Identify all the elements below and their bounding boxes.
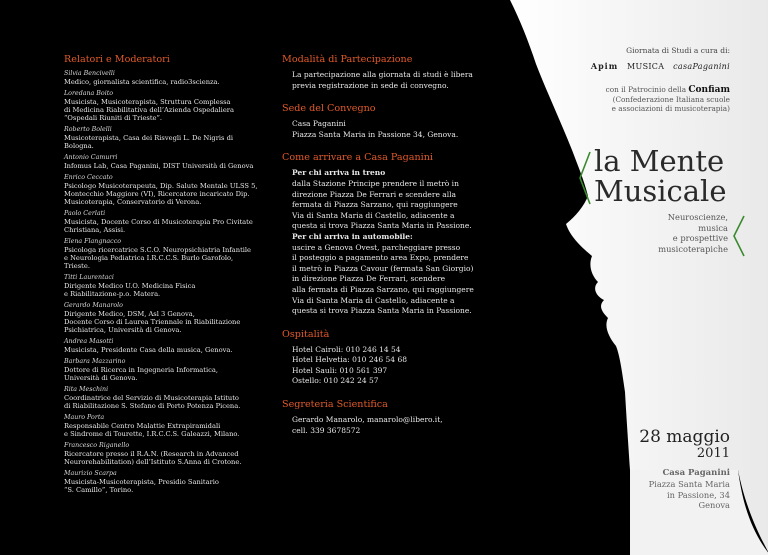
speakers-title: Relatori e Moderatori xyxy=(64,54,170,65)
date-day: 28 maggio xyxy=(639,427,730,447)
speaker-role: Musicista-Musicoterapista, Presidio Sanitario “S. Camillo”, Torino. xyxy=(64,478,219,495)
speaker-entry xyxy=(64,414,258,438)
patronage-prefix: con il Patrocinio della xyxy=(605,85,687,94)
speaker-entry xyxy=(64,210,258,234)
angle-bracket-icon xyxy=(732,214,746,258)
speaker-role: Musicista, Presidente Casa della musica, Genova. xyxy=(64,346,233,355)
info-column xyxy=(270,0,480,555)
casa-paganini-logo: casaPaganini xyxy=(673,62,730,71)
cover-panel xyxy=(480,0,768,555)
speaker-name: Barbara Mazzarino xyxy=(64,358,126,365)
train-heading: Per chi arriva in treno xyxy=(292,168,386,178)
speaker-entry xyxy=(64,274,258,298)
speaker-role: Infomus Lab, Casa Paganini, DIST Università di Genova xyxy=(64,162,254,171)
event-venue xyxy=(570,468,730,511)
apim-logo: Apim xyxy=(590,61,619,71)
patronage-subtitle: (Confederazione Italiana scuole e associazioni di musicoterapia) xyxy=(611,95,730,113)
speaker-entry xyxy=(64,126,258,150)
speaker-role: Medico, giornalista scientifica, radio3scienza. xyxy=(64,78,220,87)
speaker-name: Gerardo Manarolo xyxy=(64,302,123,309)
speaker-entry xyxy=(64,174,258,206)
speaker-entry xyxy=(64,302,258,334)
event-date xyxy=(570,428,730,462)
title-line-2: Musicale xyxy=(594,174,727,208)
organizer-label: Giornata di Studi a cura di: xyxy=(626,46,730,55)
secretariat-section xyxy=(282,399,480,436)
speaker-entry xyxy=(64,386,258,410)
speaker-name: Rita Meschini xyxy=(64,386,109,393)
patronage-line xyxy=(560,85,730,95)
speaker-role: Dottore di Ricerca in Ingegneria Informatica, Università di Genova. xyxy=(64,366,218,383)
secretariat-text: Gerardo Manarolo, manarolo@libero.it, cell. 339 3678572 xyxy=(292,415,443,435)
participation-title: Modalità di Partecipazione xyxy=(282,54,413,65)
participation-section xyxy=(282,54,480,91)
speaker-name: Paolo Cerlati xyxy=(64,210,106,217)
speaker-name: Antonio Camurri xyxy=(64,154,118,161)
hotels-section xyxy=(282,329,480,387)
speaker-role: Ricercatore presso il R.A.N. (Research in Advanced Neurorehabilitation) dell’Istituto S.Anna di Crotone. xyxy=(64,450,242,467)
hotels-title: Ospitalità xyxy=(282,328,330,340)
speaker-role: Responsabile Centro Malattie Extrapiramidali e Sindrome di Tourette, I.R.C.C.S. Galeazzi, Milano. xyxy=(64,422,240,439)
speaker-role: Dirigente Medico, DSM, Asl 3 Genova, Docente Corso di Laurea Triennale in Riabilitazione Psichiatrica, Università di Genova. xyxy=(64,310,241,335)
speaker-role: Musicista, Docente Corso di Musicoterapia Pro Civitate Christiana, Assisi. xyxy=(64,218,253,235)
speaker-role: Coordinatrice del Servizio di Musicoterapia Istituto di Riabilitazione S. Stefano di Porto Potenza Picena. xyxy=(64,394,241,411)
date-year: 2011 xyxy=(696,446,730,461)
musica-logo: MUSICA xyxy=(627,62,665,71)
car-heading: Per chi arriva in automobile: xyxy=(292,231,413,241)
directions-title: Come arrivare a Casa Paganini xyxy=(282,152,433,164)
speaker-name: Maurizio Scarpa xyxy=(64,470,117,477)
organizer-block xyxy=(560,46,730,113)
speaker-role: Musicoterapista, Casa dei Risvegli L. De Nigris di Bologna. xyxy=(64,134,234,151)
speaker-role: Psicologa ricercatrice S.C.O. Neuropsichiatria Infantile e Neurologia Pediatrica I.R.C.C.S. Burlo Garofolo, Trieste. xyxy=(64,246,251,271)
angle-bracket-icon xyxy=(578,150,592,206)
speaker-entry xyxy=(64,470,258,494)
secretariat-title: Segreteria Scientifica xyxy=(282,399,388,411)
organizer-logos xyxy=(560,61,730,71)
speaker-name: Silvia Bencivelli xyxy=(64,70,115,77)
speaker-entry xyxy=(64,358,258,382)
speaker-entry xyxy=(64,154,258,170)
speakers-list xyxy=(64,70,258,494)
speaker-entry xyxy=(64,442,258,466)
venue-text: Casa Paganini Piazza Santa Maria in Passione 34, Genova. xyxy=(292,119,459,139)
event-title xyxy=(594,146,734,206)
directions-section xyxy=(282,152,480,316)
speaker-name: Roberto Bolelli xyxy=(64,126,112,133)
venue-section xyxy=(282,103,480,140)
speaker-name: Mauro Porta xyxy=(64,414,105,421)
speaker-entry xyxy=(64,70,258,86)
speaker-name: Titti Laurentaci xyxy=(64,274,114,281)
train-text: dalla Stazione Principe prendere il metrò in direzione Piazza De Ferrari e scendere alla fermata di Piazza Sarzano, qui raggiungere Via di Santa Maria di Castello, adiacente a questa si trova Piazza Santa Maria in Passione. xyxy=(292,178,472,231)
speaker-entry xyxy=(64,90,258,122)
venue-name: Casa Paganini xyxy=(662,468,730,478)
event-subtitle: Neuroscienze, musica e prospettive musicoterapiche xyxy=(658,212,728,254)
speaker-name: Elena Flangnacco xyxy=(64,238,122,245)
speaker-name: Andrea Masotti xyxy=(64,338,114,345)
car-text: uscire a Genova Ovest, parcheggiare presso il posteggio a pagamento area Expo, prendere il metrò in Piazza Cavour (fermata San Giorgio) in direzione Piazza De Ferrari, scendere alla fermata di Piazza Sarzano, qui raggiungere Via di Santa Maria di Castello, adiacente a questa si trova Piazza Santa Maria in Passione. xyxy=(292,242,474,316)
confiam-logo: Confiam xyxy=(688,85,730,95)
speaker-name: Loredana Boito xyxy=(64,90,114,97)
speaker-role: Dirigente Medico U.O. Medicina Fisica e Riabilitazione-p.o. Matera. xyxy=(64,282,196,299)
speakers-column xyxy=(0,0,270,555)
venue-address: Piazza Santa Maria in Passione, 34 Genova xyxy=(648,479,730,511)
speaker-name: Francesco Riganello xyxy=(64,442,130,449)
speaker-role: Musicista, Musicoterapista, Struttura Complessa di Medicina Riabilitativa dell’Azienda Ospedaliera “Ospedali Riuniti di Trieste”. xyxy=(64,98,234,123)
speaker-role: Psicologo Musicoterapeuta, Dip. Salute Mentale ULSS 5, Montecchio Maggiore (VI), Ricercatore incaricato Dip. Musicoterapia, Conservatorio di Verona. xyxy=(64,182,258,207)
hotels-text: Hotel Cairoli: 010 246 14 54 Hotel Helvetia: 010 246 54 68 Hotel Sauli: 010 561 397 Ostello: 010 242 24 57 xyxy=(292,344,408,386)
speaker-entry xyxy=(64,338,258,354)
title-line-1: la Mente xyxy=(594,144,725,178)
venue-title: Sede del Convegno xyxy=(282,103,376,115)
participation-text: La partecipazione alla giornata di studi è libera previa registrazione in sede di convegno. xyxy=(292,70,473,90)
speaker-entry xyxy=(64,238,258,270)
speaker-name: Enrico Ceccato xyxy=(64,174,113,181)
subtitle-block xyxy=(618,212,728,254)
